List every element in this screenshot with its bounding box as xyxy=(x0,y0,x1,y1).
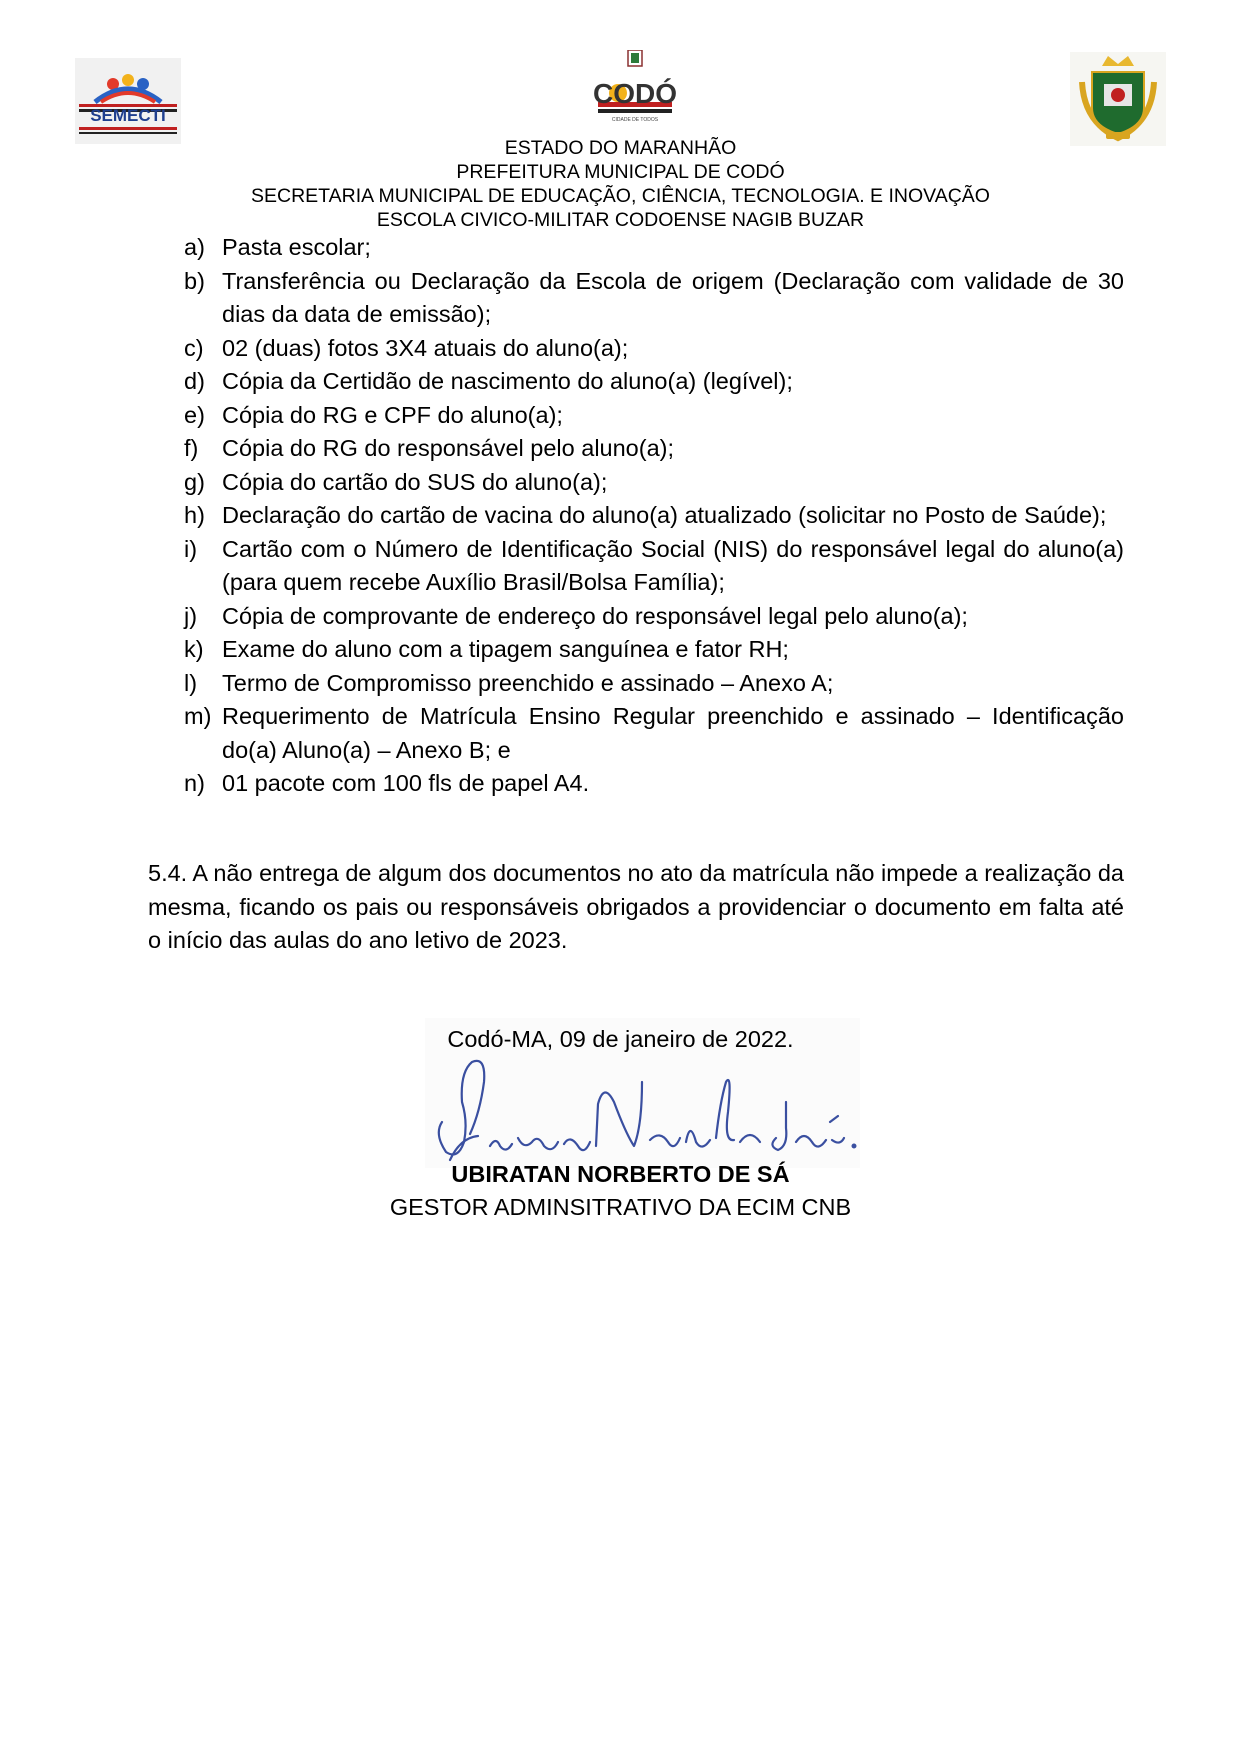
list-item-label: b) xyxy=(184,267,205,294)
list-item-label: n) xyxy=(184,770,205,796)
list-item xyxy=(184,667,1124,701)
codo-logo-subtext: CIDADE DE TODOS xyxy=(611,117,659,123)
list-item-text: Declaração do cartão de vacina do aluno(a) atualizado (solicitar no Posto de Saúde); xyxy=(222,502,1107,528)
list-item xyxy=(184,432,1124,466)
header-line-school: ESCOLA CIVICO-MILITAR CODOENSE NAGIB BUZAR xyxy=(376,209,865,231)
required-documents-list xyxy=(184,231,1124,801)
codo-city-logo xyxy=(590,50,680,130)
list-item xyxy=(184,332,1124,366)
list-item-text: Pasta escolar; xyxy=(222,234,371,260)
list-item xyxy=(184,399,1124,433)
signatory-name: UBIRATAN NORBERTO DE SÁ xyxy=(451,1161,790,1187)
list-item-text: Termo de Compromisso preenchido e assinado – Anexo A; xyxy=(222,669,834,696)
clause-5-4-paragraph: 5.4. A não entrega de algum dos documentos no ato da matrícula não impede a realização da mesma, ficando os pais ou responsáveis obrigados a providenciar o documento em falta até o início das aulas do ano letivo de 2023. xyxy=(148,860,1124,953)
list-item-text: Transferência ou Declaração da Escola de origem (Declaração com validade de 30 dias da data de emissão); xyxy=(222,267,1124,327)
list-item xyxy=(184,633,1124,667)
header-line-prefecture: PREFEITURA MUNICIPAL DE CODÓ xyxy=(456,161,785,183)
list-item-text: Cópia da Certidão de nascimento do aluno(a) (legível); xyxy=(222,368,793,394)
list-item xyxy=(184,231,1124,265)
list-item-text: 02 (duas) fotos 3X4 atuais do aluno(a); xyxy=(222,334,629,361)
list-item-label: l) xyxy=(184,669,198,696)
list-item-label: k) xyxy=(184,636,204,662)
list-item xyxy=(184,533,1124,600)
list-item-text: Exame do aluno com a tipagem sanguínea e fator RH; xyxy=(222,636,789,662)
list-item-label: c) xyxy=(184,334,204,361)
list-item-label: j) xyxy=(184,602,198,629)
semecti-logo xyxy=(75,58,181,144)
list-item-text: 01 pacote com 100 fls de papel A4. xyxy=(222,770,590,796)
list-item-label: m) xyxy=(184,703,212,729)
list-item-label: g) xyxy=(184,468,205,495)
list-item xyxy=(184,499,1124,533)
header-line-state: ESTADO DO MARANHÃO xyxy=(504,137,737,159)
list-item-text: Cópia do cartão do SUS do aluno(a); xyxy=(222,468,608,495)
handwritten-signature xyxy=(420,1042,860,1177)
list-item-text: Requerimento de Matrícula Ensino Regular preenchido e assinado – Identificação do(a) Aluno(a) – Anexo B; e xyxy=(222,703,1124,763)
list-item-label: f) xyxy=(184,435,199,461)
list-item xyxy=(184,700,1124,767)
list-item xyxy=(184,265,1124,332)
list-item-text: Cartão com o Número de Identificação Social (NIS) do responsável legal do aluno(a) (para quem recebe Auxílio Brasil/Bolsa Família); xyxy=(222,535,1124,595)
signatory-role: GESTOR ADMINSITRATIVO DA ECIM CNB xyxy=(389,1194,852,1220)
codo-logo-text: CODÓ xyxy=(593,78,677,109)
list-item-text: Cópia do RG do responsável pelo aluno(a); xyxy=(222,435,674,461)
signature-date-line: Codó-MA, 09 de janeiro de 2022. xyxy=(447,1026,794,1052)
list-item xyxy=(184,365,1124,399)
list-item-label: e) xyxy=(184,401,205,428)
school-crest-logo xyxy=(1070,52,1166,146)
semecti-logo-text: SEMECTI xyxy=(90,106,166,125)
list-item xyxy=(184,767,1124,801)
list-item xyxy=(184,600,1124,634)
list-item-label: a) xyxy=(184,234,205,260)
list-item-text: Cópia de comprovante de endereço do responsável legal pelo aluno(a); xyxy=(222,602,968,629)
list-item xyxy=(184,466,1124,500)
header-line-secretariat: SECRETARIA MUNICIPAL DE EDUCAÇÃO, CIÊNCIA, TECNOLOGIA. E INOVAÇÃO xyxy=(251,185,990,207)
list-item-label: h) xyxy=(184,502,205,528)
list-item-text: Cópia do RG e CPF do aluno(a); xyxy=(222,401,563,428)
list-item-label: i) xyxy=(184,535,198,562)
document-header xyxy=(0,136,1241,232)
list-item-label: d) xyxy=(184,368,205,394)
